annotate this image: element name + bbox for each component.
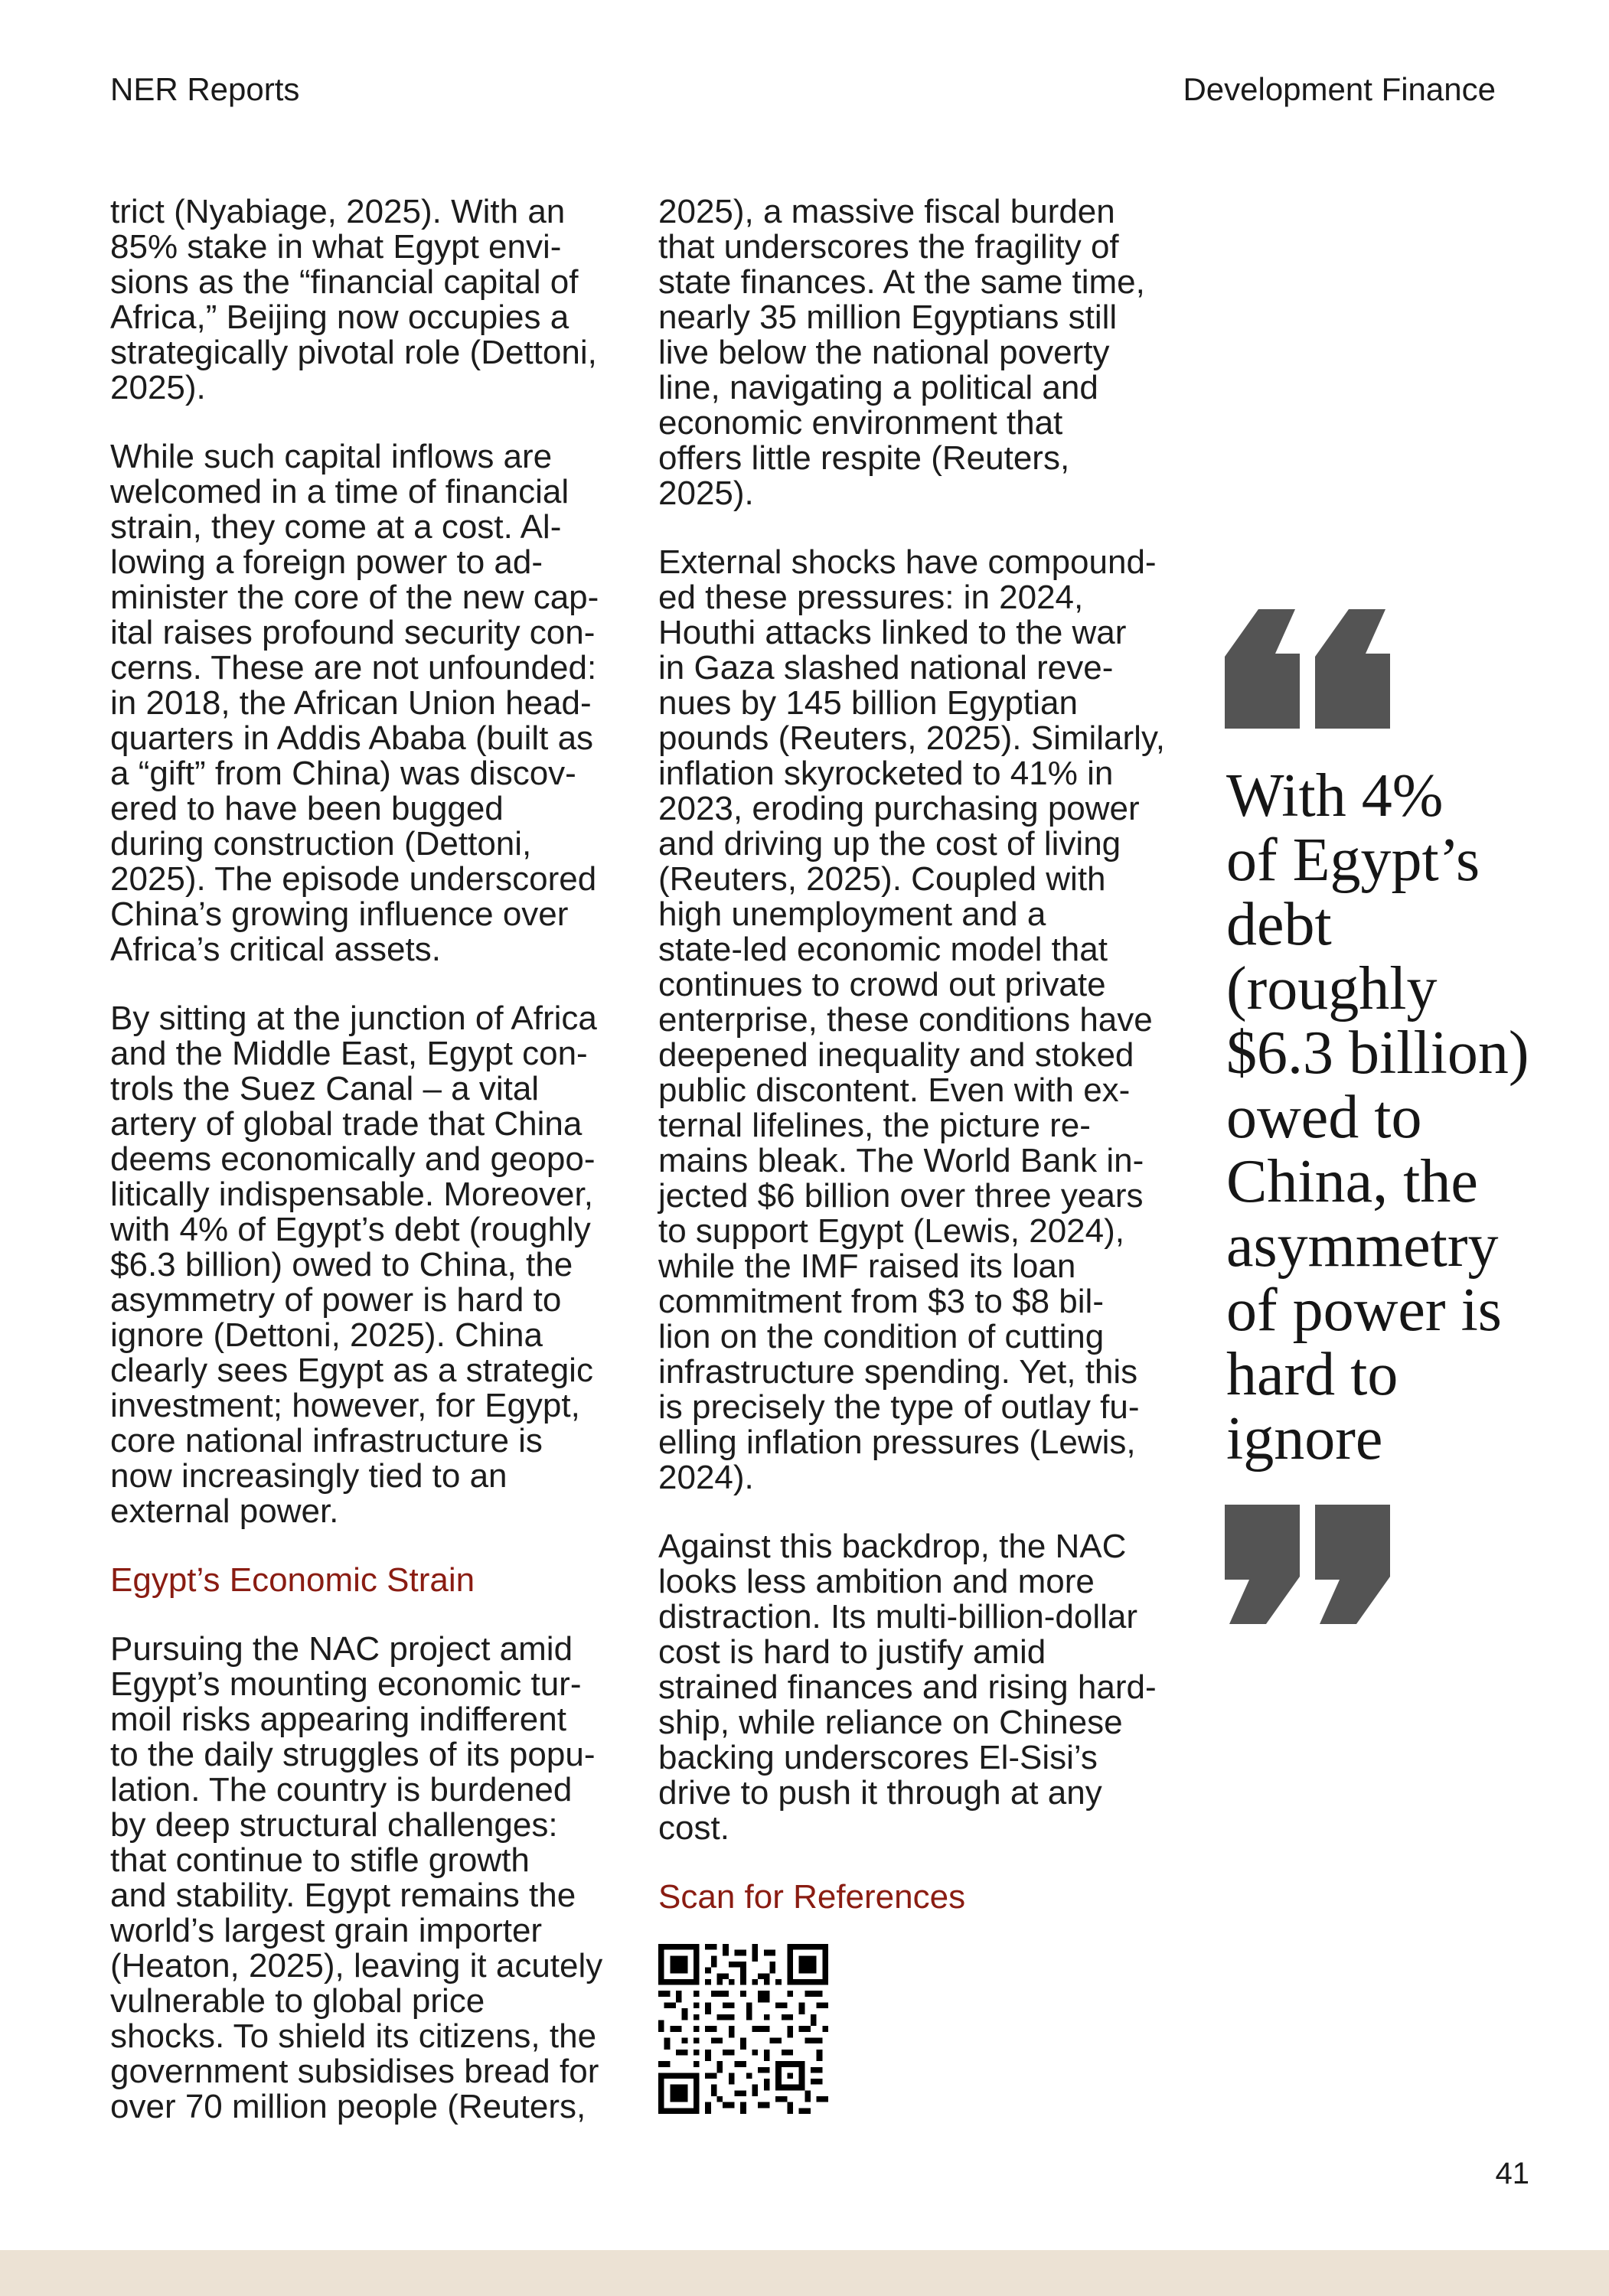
text-column-middle — [658, 194, 1179, 2114]
body-paragraph: Against this backdrop, the NAC looks less ambition and more distraction. Its multi-billion-dollar cost is hard to justify amid strained finances and rising hard- ship, while reliance on Chinese backing underscores El-Sisi’s drive to push it through at any cost. — [658, 1528, 1157, 1847]
body-paragraph: 2025), a massive fiscal burden that underscores the fragility of state finances. At the same time, nearly 35 million Egyptians still live below the national poverty line, navigating a political and economic environment that offers little respite (Reuters, 2025). — [658, 193, 1145, 512]
text-column-left — [110, 194, 635, 2158]
body-paragraph: External shocks have compound- ed these pressures: in 2024, Houthi attacks linked to the war in Gaza slashed national reve- nues by 145 billion Egyptian pounds (Reuters, 2025). Similarly, inflation skyrocketed to 41% in 2023, eroding purchasing power and driving up the cost of living (Reuters, 2025). Coupled with high unemployment and a state-led economic model that continues to crowd out private enterprise, these conditions have deepened inequality and stoked public discontent. Even with ex- ternal lifelines, the picture re- mains bleak. The World Bank in- jected $6 billion over three years to support Egypt (Lewis, 2024), while the IMF raised its loan commitment from $3 to $8 bil- lion on the condition of cutting infrastructure spending. Yet, this is precisely the type of outlay fu- elling inflation pressures (Lewis, 2024). — [658, 543, 1165, 1496]
running-header-left: NER Reports — [110, 71, 300, 107]
pull-quote: With 4% of Egypt’s debt (roughly $6.3 billion) owed to China, the asymmetry of power is hard to ignore — [1226, 762, 1529, 1473]
open-quote-icon — [1225, 609, 1390, 729]
body-paragraph: Pursuing the NAC project amid Egypt’s mounting economic tur- moil risks appearing indifferent to the daily struggles of its popu- lation. The country is burdened by deep structural challenges: that continue to stifle growth and stability. Egypt remains the world’s largest grain importer (Heaton, 2025), leaving it acutely vulnerable to global price shocks. To shield its citizens, the government subsidises bread for over 70 million people (Reuters, — [110, 1630, 603, 2125]
qr-code-icon[interactable] — [658, 1944, 828, 2114]
body-paragraph: trict (Nyabiage, 2025). With an 85% stake in what Egypt envi- sions as the “financial capital of Africa,” Beijing now occupies a strategically pivotal role (Dettoni, 2025). — [110, 193, 597, 406]
scan-for-references-heading: Scan for References — [658, 1878, 966, 1916]
running-header-right: Development Finance — [1183, 71, 1496, 107]
body-paragraph: While such capital inflows are welcomed in a time of financial strain, they come at a cost. Al- lowing a foreign power to ad- minister the core of the new cap- ital raises profound security con- cerns. These are not unfounded: in 2018, the African Union head- quarters in Addis Ababa (built as a “gift” from China) was discov- ered to have been bugged during construction (Dettoni, 2025). The episode underscored China’s growing influence over Africa’s critical assets. — [110, 438, 599, 968]
section-heading: Egypt’s Economic Strain — [110, 1561, 475, 1599]
page-number: 41 — [1495, 2157, 1529, 2190]
body-paragraph: By sitting at the junction of Africa and the Middle East, Egypt con- trols the Suez Canal – a vital artery of global trade that China deems economically and geopo- litically indispensable. Moreover, with 4% of Egypt’s debt (roughly $6.3 billion) owed to China, the asymmetry of power is hard to ignore (Dettoni, 2025). China clearly sees Egypt as a strategic investment; however, for Egypt, core national infrastructure is now increasingly tied to an external power. — [110, 1000, 597, 1530]
footer-band — [0, 2250, 1609, 2296]
close-quote-icon — [1225, 1505, 1390, 1624]
